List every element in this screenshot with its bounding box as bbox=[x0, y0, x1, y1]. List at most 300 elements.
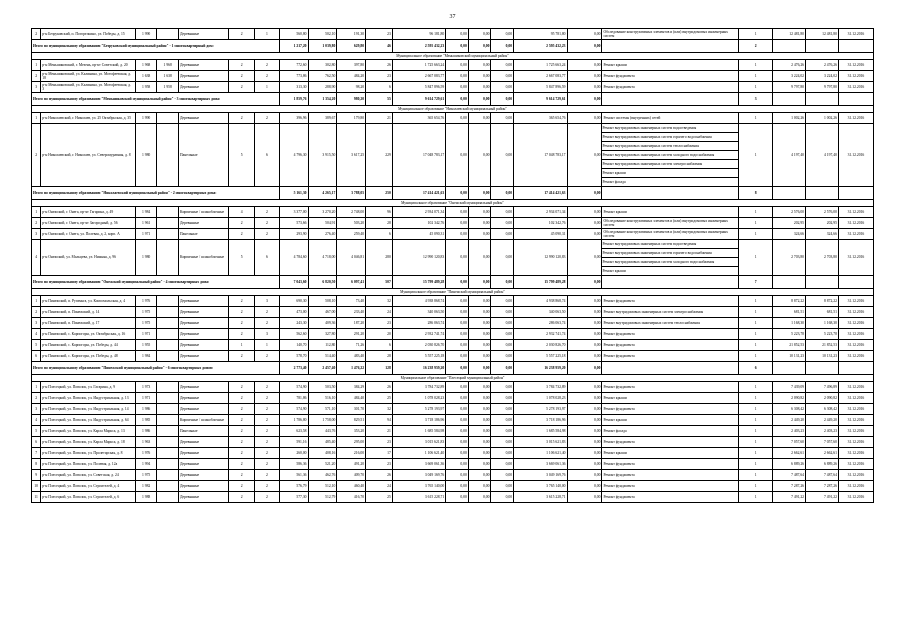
municipality-title: Муниципальное образование "Николаевский муниципальный район" bbox=[32, 106, 874, 113]
value-c5: 1 078 028,23 bbox=[514, 393, 567, 404]
completion-date: 31.12.2016 bbox=[838, 218, 873, 229]
value-a1: 473,00 bbox=[279, 307, 308, 318]
value-a2: 514,40 bbox=[308, 351, 337, 362]
subtotal-empty bbox=[838, 276, 873, 289]
table-row bbox=[32, 124, 874, 187]
table-row bbox=[32, 113, 874, 124]
subtotal-c2: 0,00 bbox=[446, 187, 469, 200]
max-cost: 2 703,80 bbox=[806, 240, 839, 276]
quantity: 1 bbox=[739, 393, 773, 404]
value-c3: 0,00 bbox=[468, 318, 491, 329]
value-c2: 0,00 bbox=[446, 229, 469, 240]
table-row bbox=[32, 426, 874, 437]
value-a1: 690,30 bbox=[279, 296, 308, 307]
works-cell bbox=[602, 437, 739, 448]
value-a3: 73,40 bbox=[337, 296, 366, 307]
value-c2: 0,00 bbox=[446, 82, 469, 93]
build-year: 1 971 bbox=[135, 229, 157, 240]
value-c1: 5 278 193,97 bbox=[392, 404, 445, 415]
build-year: 1 988 bbox=[135, 492, 157, 503]
subtotal-quantity: 6 bbox=[739, 362, 773, 375]
completion-date: 31.12.2016 bbox=[838, 437, 873, 448]
value-ppl: 26 bbox=[366, 470, 393, 481]
value-a1: 561,36 bbox=[279, 470, 308, 481]
subtotal-empty bbox=[806, 187, 839, 200]
subtotal-row bbox=[32, 93, 874, 106]
max-cost: 324,66 bbox=[806, 229, 839, 240]
reconstruction-year bbox=[157, 296, 179, 307]
table-row bbox=[32, 218, 874, 229]
value-a1: 3 377,00 bbox=[279, 207, 308, 218]
value-a2: 327,80 bbox=[308, 329, 337, 340]
house-address: р-н Меньшиковский, ул. Калинина, ул. Мотофеевская, д. 18 bbox=[41, 71, 136, 82]
table-row bbox=[32, 307, 874, 318]
subtotal-c1: 2 595 432,23 bbox=[392, 40, 445, 53]
value-c1: 96 181,80 bbox=[392, 29, 445, 40]
value-ppl: 32 bbox=[366, 404, 393, 415]
value-a3: 295,00 bbox=[337, 437, 366, 448]
completion-date: 31.12.2016 bbox=[838, 404, 873, 415]
subtotal-empty bbox=[602, 187, 739, 200]
floors: 2 bbox=[229, 218, 255, 229]
value-c6: 0,00 bbox=[567, 113, 602, 124]
value-a3: 71,26 bbox=[337, 340, 366, 351]
row-number: 5 bbox=[32, 426, 41, 437]
house-address: р-н Безруковский, п. Погорелкино, ул. Победы, д. 15 bbox=[41, 29, 136, 40]
value-a3: 259,40 bbox=[337, 229, 366, 240]
house-address: р-н Пинежский, п. Рупеньга, ул. Комсомольская, д. 4 bbox=[41, 296, 136, 307]
subtotal-empty bbox=[773, 93, 806, 106]
value-c4: 0,00 bbox=[491, 492, 514, 503]
floors: 2 bbox=[229, 82, 255, 93]
reconstruction-year: 1 638 bbox=[157, 71, 179, 82]
value-c4: 0,00 bbox=[491, 296, 514, 307]
value-c6: 0,00 bbox=[567, 481, 602, 492]
work-type: Ремонт фундамента bbox=[603, 73, 635, 78]
table-row bbox=[32, 329, 874, 340]
value-a3: 233,40 bbox=[337, 307, 366, 318]
entrances: 2 bbox=[255, 459, 280, 470]
work-type: Ремонт крыши bbox=[603, 62, 627, 67]
work-type: Ремонт фундамента bbox=[603, 353, 635, 358]
work-type: Ремонт фундамента bbox=[603, 406, 635, 411]
value-c2: 0,00 bbox=[446, 218, 469, 229]
subtotal-row bbox=[32, 40, 874, 53]
value-c4: 0,00 bbox=[491, 448, 514, 459]
reconstruction-year bbox=[157, 393, 179, 404]
works-cell bbox=[602, 382, 739, 393]
wall-material: Деревянные bbox=[178, 218, 228, 229]
value-c4: 0,00 bbox=[491, 459, 514, 470]
entrances: 2 bbox=[255, 229, 280, 240]
works-cell bbox=[602, 329, 739, 340]
value-c2: 0,00 bbox=[446, 415, 469, 426]
value-a1: 586,36 bbox=[279, 459, 308, 470]
completion-date: 31.12.2016 bbox=[838, 382, 873, 393]
value-a1: 623,58 bbox=[279, 426, 308, 437]
value-c5: 3 784 732,89 bbox=[514, 382, 567, 393]
value-c5: 2 934 071,34 bbox=[514, 207, 567, 218]
entrances: 1 bbox=[255, 340, 280, 351]
value-c3: 0,00 bbox=[468, 382, 491, 393]
value-c5: 2 932 741,74 bbox=[514, 329, 567, 340]
max-cost: 1 002,26 bbox=[806, 113, 839, 124]
row-number: 5 bbox=[32, 340, 41, 351]
unit-cost: 4 197,40 bbox=[773, 124, 806, 187]
quantity: 1 bbox=[739, 229, 773, 240]
unit-cost: 2 576,00 bbox=[773, 207, 806, 218]
value-c1: 5 557 225,18 bbox=[392, 351, 445, 362]
table-row bbox=[32, 240, 874, 276]
row-number: 7 bbox=[32, 448, 41, 459]
quantity: 1 bbox=[739, 481, 773, 492]
value-a2: 3 915,50 bbox=[308, 124, 337, 187]
value-a2: 762,50 bbox=[308, 71, 337, 82]
value-c4: 0,00 bbox=[491, 481, 514, 492]
value-c6: 0,00 bbox=[567, 240, 602, 276]
value-c6: 0,00 bbox=[567, 340, 602, 351]
work-type: Ремонт крыши bbox=[603, 417, 627, 422]
row-number: 10 bbox=[32, 481, 41, 492]
value-a3: 3 617,25 bbox=[337, 124, 366, 187]
subtotal-empty bbox=[838, 187, 873, 200]
unit-cost: 12 481,80 bbox=[773, 29, 806, 40]
wall-material: Деревянные bbox=[178, 470, 228, 481]
subtotal-empty bbox=[773, 40, 806, 53]
subtotal-a1: 2 773,40 bbox=[279, 362, 308, 375]
reconstruction-year bbox=[157, 307, 179, 318]
value-c2: 0,00 bbox=[446, 404, 469, 415]
value-c6: 0,00 bbox=[567, 329, 602, 340]
value-c1: 1 106 621,40 bbox=[392, 448, 445, 459]
unit-cost: 7 439,09 bbox=[773, 382, 806, 393]
value-c3: 0,00 bbox=[468, 415, 491, 426]
row-number: 4 bbox=[32, 240, 41, 276]
value-c6: 0,00 bbox=[567, 426, 602, 437]
value-c6: 0,00 bbox=[567, 448, 602, 459]
floors: 2 bbox=[229, 459, 255, 470]
works-cell bbox=[602, 393, 739, 404]
value-c3: 0,00 bbox=[468, 296, 491, 307]
build-year: 1 968 bbox=[135, 60, 157, 71]
value-c3: 0,00 bbox=[468, 60, 491, 71]
value-ppl: 6 bbox=[366, 340, 393, 351]
value-c5: 1 106 621,40 bbox=[514, 448, 567, 459]
floors: 5 bbox=[229, 124, 255, 187]
subtotal-empty bbox=[602, 40, 739, 53]
row-number: 2 bbox=[32, 71, 41, 82]
value-c3: 0,00 bbox=[468, 481, 491, 492]
max-cost: 6 308,42 bbox=[806, 404, 839, 415]
subtotal-c3: 0,00 bbox=[468, 93, 491, 106]
build-year: 1 976 bbox=[135, 448, 157, 459]
reconstruction-year bbox=[157, 229, 179, 240]
value-a1: 574,90 bbox=[279, 404, 308, 415]
value-c6: 0,00 bbox=[567, 393, 602, 404]
wall-material: Деревянные bbox=[178, 459, 228, 470]
works-cell bbox=[602, 296, 739, 307]
value-ppl: 229 bbox=[366, 124, 393, 187]
build-year: 1 986 bbox=[135, 404, 157, 415]
value-a2: 1 758,00 bbox=[308, 415, 337, 426]
house-address: р-н Пинежский, п. Пинежский, д. 17 bbox=[41, 318, 136, 329]
entrances: 2 bbox=[255, 218, 280, 229]
quantity: 1 bbox=[739, 470, 773, 481]
completion-date: 31.12.2016 bbox=[838, 71, 873, 82]
build-year: 1 973 bbox=[135, 382, 157, 393]
value-c6: 0,00 bbox=[567, 207, 602, 218]
quantity: 1 bbox=[739, 437, 773, 448]
house-address: р-н Плесецкий, ул. Поволок, ул. Строителей, д. 4 bbox=[41, 481, 136, 492]
wall-material: Деревянные bbox=[178, 307, 228, 318]
subtotal-c4: 0,00 bbox=[491, 362, 514, 375]
unit-cost: 5 223,78 bbox=[773, 329, 806, 340]
value-a1: 573,66 bbox=[279, 218, 308, 229]
build-year: 1 961 bbox=[135, 218, 157, 229]
value-a1: 293,90 bbox=[279, 229, 308, 240]
value-a2: 408,16 bbox=[308, 448, 337, 459]
value-a1: 773,86 bbox=[279, 71, 308, 82]
works-cell bbox=[602, 448, 739, 459]
reconstruction-year bbox=[157, 124, 179, 187]
table-row bbox=[32, 82, 874, 93]
value-a2: 485,40 bbox=[308, 437, 337, 448]
subtotal-a2: 4 265,17 bbox=[308, 187, 337, 200]
completion-date: 31.12.2016 bbox=[838, 492, 873, 503]
completion-date: 31.12.2016 bbox=[838, 415, 873, 426]
completion-date: 31.12.2016 bbox=[838, 29, 873, 40]
wall-material: Кирпичные / шлакоблочные bbox=[178, 415, 228, 426]
value-c5: 3 615 228,71 bbox=[514, 492, 567, 503]
value-c1: 2 667 083,77 bbox=[392, 71, 445, 82]
work-type: Ремонт крыши bbox=[602, 268, 626, 273]
completion-date: 31.12.2016 bbox=[838, 329, 873, 340]
build-year: 1 963 bbox=[135, 437, 157, 448]
subtotal-c1: 17 414 421,63 bbox=[392, 187, 445, 200]
value-a1: 4 784,60 bbox=[279, 240, 308, 276]
row-number: 2 bbox=[32, 218, 41, 229]
max-cost: 9 797,80 bbox=[806, 82, 839, 93]
works-cell bbox=[602, 481, 739, 492]
subtotal-c1: 15 799 489,28 bbox=[392, 276, 445, 289]
house-address: р-н Плесецкий, ул. Поволок, ул. Гагарина, д. 9 bbox=[41, 382, 136, 393]
completion-date: 31.12.2016 bbox=[838, 113, 873, 124]
value-c2: 0,00 bbox=[446, 307, 469, 318]
table-row bbox=[32, 60, 874, 71]
value-a3: 98,20 bbox=[337, 82, 366, 93]
unit-cost: 7 491,22 bbox=[773, 492, 806, 503]
max-cost: 2 476,26 bbox=[806, 60, 839, 71]
work-type: Ремонт системы (внутренних) сетей bbox=[603, 115, 661, 120]
table-row bbox=[32, 382, 874, 393]
work-type: Ремонт фасада bbox=[602, 179, 626, 184]
subtotal-label: Итого по муниципальному образованию "Меньшиковский муниципальный район" - 3 многоквартирных дома: bbox=[32, 93, 280, 106]
value-c4: 0,00 bbox=[491, 329, 514, 340]
quantity: 1 bbox=[739, 60, 773, 71]
subtotal-c3: 0,00 bbox=[468, 276, 491, 289]
completion-date: 31.12.2016 bbox=[838, 318, 873, 329]
value-c1: 3 718 186,96 bbox=[392, 415, 445, 426]
wall-material: Панельные bbox=[178, 426, 228, 437]
table-row bbox=[32, 470, 874, 481]
wall-material: Панельные bbox=[178, 229, 228, 240]
subtotal-label: Итого по муниципальному образованию "Онежский муниципальный район" - 4 многоквартирных дома: bbox=[32, 276, 280, 289]
value-c6: 0,00 bbox=[567, 470, 602, 481]
work-type: Ремонт внутридомовых инженерных систем холодного водоснабжения bbox=[602, 151, 738, 160]
value-c2: 0,00 bbox=[446, 29, 469, 40]
subtotal-c3: 0,00 bbox=[468, 187, 491, 200]
municipality-title: Муниципальное образование "Меньшиковский муниципальный район" bbox=[32, 53, 874, 60]
build-year: 1 958 bbox=[135, 82, 157, 93]
value-a3: 460,40 bbox=[337, 481, 366, 492]
floors: 2 bbox=[229, 481, 255, 492]
value-c3: 0,00 bbox=[468, 393, 491, 404]
row-number: 3 bbox=[32, 404, 41, 415]
floors: 2 bbox=[229, 60, 255, 71]
reconstruction-year bbox=[157, 481, 179, 492]
municipality-header bbox=[32, 106, 874, 113]
value-a1: 578,70 bbox=[279, 351, 308, 362]
row-number: 1 bbox=[32, 60, 41, 71]
subtotal-a1: 1 217,20 bbox=[279, 40, 308, 53]
value-c5: 12 990 120,83 bbox=[514, 240, 567, 276]
subtotal-ppl: 507 bbox=[366, 276, 393, 289]
works-cell: Обследование конструктивных элементов и (или) внутридомовых инженерных систем bbox=[602, 29, 739, 40]
floors: 2 bbox=[229, 329, 255, 340]
wall-material: Кирпичные / шлакоблочные bbox=[178, 240, 228, 276]
value-c4: 0,00 bbox=[491, 218, 514, 229]
quantity: 1 bbox=[739, 82, 773, 93]
subtotal-empty bbox=[838, 40, 873, 53]
value-c2: 0,00 bbox=[446, 459, 469, 470]
value-c1: 1 725 663,24 bbox=[392, 60, 445, 71]
floors: 2 bbox=[229, 229, 255, 240]
subtotal-c3: 0,00 bbox=[468, 40, 491, 53]
completion-date: 31.12.2016 bbox=[838, 393, 873, 404]
value-c2: 0,00 bbox=[446, 296, 469, 307]
value-a3: 353,20 bbox=[337, 426, 366, 437]
value-ppl: 94 bbox=[366, 415, 393, 426]
quantity: 1 bbox=[739, 382, 773, 393]
unit-cost: 7 487,64 bbox=[773, 470, 806, 481]
municipality-header bbox=[32, 289, 874, 296]
value-c5: 17 048 783,17 bbox=[514, 124, 567, 187]
works-cell bbox=[602, 229, 739, 240]
value-c1: 340 063,50 bbox=[392, 307, 445, 318]
subtotal-c4: 0,00 bbox=[491, 187, 514, 200]
unit-cost: 7 057,60 bbox=[773, 437, 806, 448]
row-number: 1 bbox=[32, 382, 41, 393]
max-cost: 7 496,89 bbox=[806, 382, 839, 393]
reconstruction-year bbox=[157, 437, 179, 448]
value-c2: 0,00 bbox=[446, 382, 469, 393]
unit-cost: 21 852,53 bbox=[773, 340, 806, 351]
row-number: 3 bbox=[32, 318, 41, 329]
max-cost: 3 224,02 bbox=[806, 71, 839, 82]
subtotal-row bbox=[32, 362, 874, 375]
municipality-title: Муниципальное образование "Пинежский муниципальный район" bbox=[32, 289, 874, 296]
completion-date: 31.12.2016 bbox=[838, 60, 873, 71]
value-c4: 0,00 bbox=[491, 393, 514, 404]
value-c2: 0,00 bbox=[446, 71, 469, 82]
table-row bbox=[32, 29, 874, 40]
value-c5: 365 654,76 bbox=[514, 113, 567, 124]
value-c6: 0,00 bbox=[567, 415, 602, 426]
work-type: Ремонт фундамента bbox=[603, 331, 635, 336]
value-a1: 576,79 bbox=[279, 481, 308, 492]
house-address: р-н Плесецкий, ул. Поволок, ул. Полевая, д. 12а bbox=[41, 459, 136, 470]
completion-date: 31.12.2016 bbox=[838, 351, 873, 362]
row-number: 4 bbox=[32, 415, 41, 426]
table-row bbox=[32, 229, 874, 240]
build-year: 1 990 bbox=[135, 113, 157, 124]
quantity: 1 bbox=[739, 351, 773, 362]
house-address: р-н Онежский, ул. Мальцева, ул. Нижняя, д. 96 bbox=[41, 240, 136, 276]
value-c4: 0,00 bbox=[491, 340, 514, 351]
value-c6: 0,00 bbox=[567, 124, 602, 187]
house-address: р-н Николаевский, г. Николаев, ул. Северомуравная, д. 8 bbox=[41, 124, 136, 187]
entrances: 2 bbox=[255, 60, 280, 71]
value-c4: 0,00 bbox=[491, 240, 514, 276]
house-address: р-н Плесецкий, ул. Поволок, ул. Индустриальная, д. 13 bbox=[41, 393, 136, 404]
row-number: 4 bbox=[32, 329, 41, 340]
value-c2: 0,00 bbox=[446, 124, 469, 187]
value-c5: 3 718 186,96 bbox=[514, 415, 567, 426]
value-ppl: 28 bbox=[366, 351, 393, 362]
value-a3: 191,30 bbox=[337, 29, 366, 40]
value-c3: 0,00 bbox=[468, 207, 491, 218]
value-c4: 0,00 bbox=[491, 426, 514, 437]
max-cost: 6 889,26 bbox=[806, 459, 839, 470]
value-c3: 0,00 bbox=[468, 29, 491, 40]
value-c3: 0,00 bbox=[468, 71, 491, 82]
value-c1: 3 049 169,76 bbox=[392, 470, 445, 481]
value-a3: 484,40 bbox=[337, 393, 366, 404]
subtotal-quantity: 7 bbox=[739, 276, 773, 289]
quantity: 1 bbox=[739, 113, 773, 124]
subtotal-c5: 16 238 959,20 bbox=[514, 362, 567, 375]
subtotal-c3: 0,00 bbox=[468, 362, 491, 375]
row-number: 11 bbox=[32, 492, 41, 503]
wall-material: Деревянные bbox=[178, 113, 228, 124]
value-a2: 516,10 bbox=[308, 393, 337, 404]
entrances: 1 bbox=[255, 29, 280, 40]
quantity: 1 bbox=[739, 240, 773, 276]
table-row bbox=[32, 459, 874, 470]
floors: 4 bbox=[229, 207, 255, 218]
subtotal-label: Итого по муниципальному образованию "Пинежский муниципальный район" - 6 многоквартирных домов: bbox=[32, 362, 280, 375]
value-c5: 45 090,31 bbox=[514, 229, 567, 240]
wall-material: Деревянные bbox=[178, 404, 228, 415]
subtotal-a3: 629,80 bbox=[337, 40, 366, 53]
floors: 2 bbox=[229, 318, 255, 329]
value-c3: 0,00 bbox=[468, 426, 491, 437]
value-c1: 5 847 896,59 bbox=[392, 82, 445, 93]
reconstruction-year bbox=[157, 404, 179, 415]
build-year: 1 975 bbox=[135, 318, 157, 329]
value-a2: 288,90 bbox=[308, 82, 337, 93]
house-address: р-н Онежский, г. Онега, ул. Полевая, д. 2, корп. А bbox=[41, 229, 136, 240]
row-number: 6 bbox=[32, 437, 41, 448]
house-address: р-н Меньшиковский, г. Мезень, пр-кт Советский, д. 20 bbox=[41, 60, 136, 71]
value-c6: 0,00 bbox=[567, 229, 602, 240]
value-c5: 5 847 896,59 bbox=[514, 82, 567, 93]
municipality-title: Муниципальное образование "Онежский муниципальный район" bbox=[32, 200, 874, 207]
wall-material: Деревянные bbox=[178, 481, 228, 492]
value-a3: 291,20 bbox=[337, 329, 366, 340]
max-cost: 7 487,64 bbox=[806, 470, 839, 481]
value-c2: 0,00 bbox=[446, 437, 469, 448]
